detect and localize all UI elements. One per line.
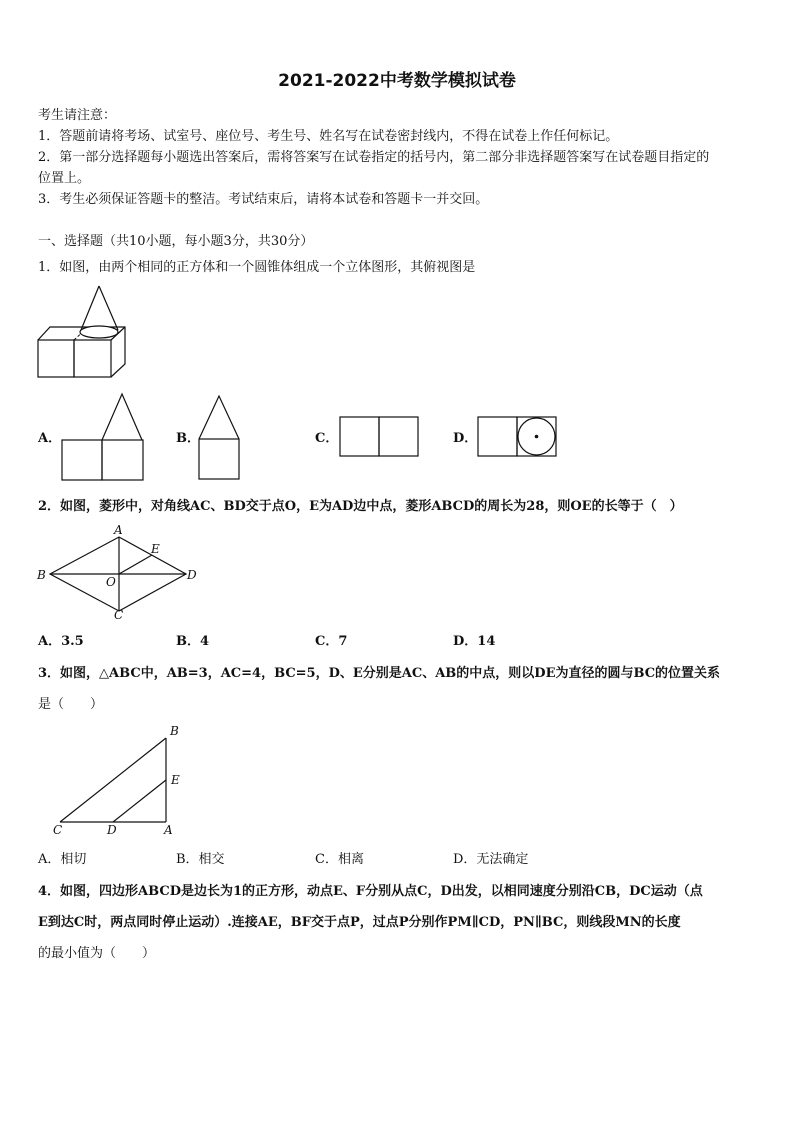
notice-item: 3．考生必须保证答题卡的整洁。考试结束后，请将本试卷和答题卡一并交回。	[38, 192, 489, 207]
q2-rhombus-figure	[36, 524, 206, 620]
q1-option-d-figure	[476, 415, 560, 459]
label-e: E	[151, 542, 160, 556]
question-4-stem-line: E到达C时，两点同时停止运动）.连接AE，BF交于点P，过点P分别作PM∥CD，PN∥BC，则线段MN的长度	[38, 915, 681, 930]
q2-option-b: B．4	[176, 634, 210, 649]
q2-option-c: C．7	[315, 634, 348, 649]
notice-item: 1．答题前请将考场、试室号、座位号、考生号、姓名写在试卷密封线内，不得在试卷上作任何标记。	[38, 129, 619, 144]
question-3-stem-line: 3．如图，△ABC中，AB=3，AC=4，BC=5，D、E分别是AC、AB的中点，则以DE为直径的圆与BC的位置关系	[38, 666, 721, 681]
label-d: D	[187, 568, 197, 582]
q2-option-a: A．3.5	[38, 634, 84, 649]
q2-option-d: D．14	[453, 634, 496, 649]
label-o: O	[106, 575, 116, 589]
question-4-stem-line: 4．如图，四边形ABCD是边长为1的正方形，动点E、F分别从点C，D出发，以相同速度分别沿CB，DC运动（点	[38, 884, 703, 899]
q3-option-b: B．相交	[176, 852, 225, 867]
q1-option-d-label: D．	[453, 431, 478, 446]
question-2-stem: 2．如图，菱形中，对角线AC、BD交于点O，E为AD边中点，菱形ABCD的周长为28，则OE的长等于（ ）	[38, 499, 683, 514]
q1-option-b-figure	[197, 394, 243, 484]
label-b: B	[170, 724, 179, 738]
label-c: C	[53, 823, 63, 837]
page-title: 2021-2022中考数学模拟试卷	[278, 71, 516, 91]
question-4-stem-line: 的最小值为（ ）	[38, 946, 156, 961]
question-3-stem-line: 是（ ）	[38, 697, 104, 712]
q1-option-a-label: A．	[38, 431, 62, 446]
label-e: E	[171, 773, 180, 787]
label-a: A	[114, 523, 123, 537]
q1-solid-figure	[36, 284, 131, 380]
notice-heading: 考生请注意：	[38, 108, 117, 123]
q1-option-c-figure	[338, 415, 422, 459]
q3-option-a: A．相切	[38, 852, 87, 867]
q3-triangle-figure	[50, 722, 186, 836]
question-1-stem: 1．如图，由两个相同的正方体和一个圆锥体组成一个立体图形，其俯视图是	[38, 260, 476, 275]
q1-option-b-label: B．	[176, 431, 200, 446]
q3-option-c: C．相离	[315, 852, 364, 867]
label-c: C	[114, 608, 124, 622]
q1-option-c-label: C．	[315, 431, 339, 446]
q3-option-d: D．无法确定	[453, 852, 529, 867]
label-a: A	[164, 823, 173, 837]
notice-item: 位置上。	[38, 171, 91, 186]
label-b: B	[37, 568, 46, 582]
label-d: D	[107, 823, 117, 837]
q1-option-a-figure	[60, 392, 146, 484]
section-heading: 一、选择题（共10小题，每小题3分，共30分）	[38, 234, 314, 249]
notice-item: 2．第一部分选择题每小题选出答案后，需将答案写在试卷指定的括号内，第二部分非选择题答案写在试卷题目指定的	[38, 150, 710, 165]
